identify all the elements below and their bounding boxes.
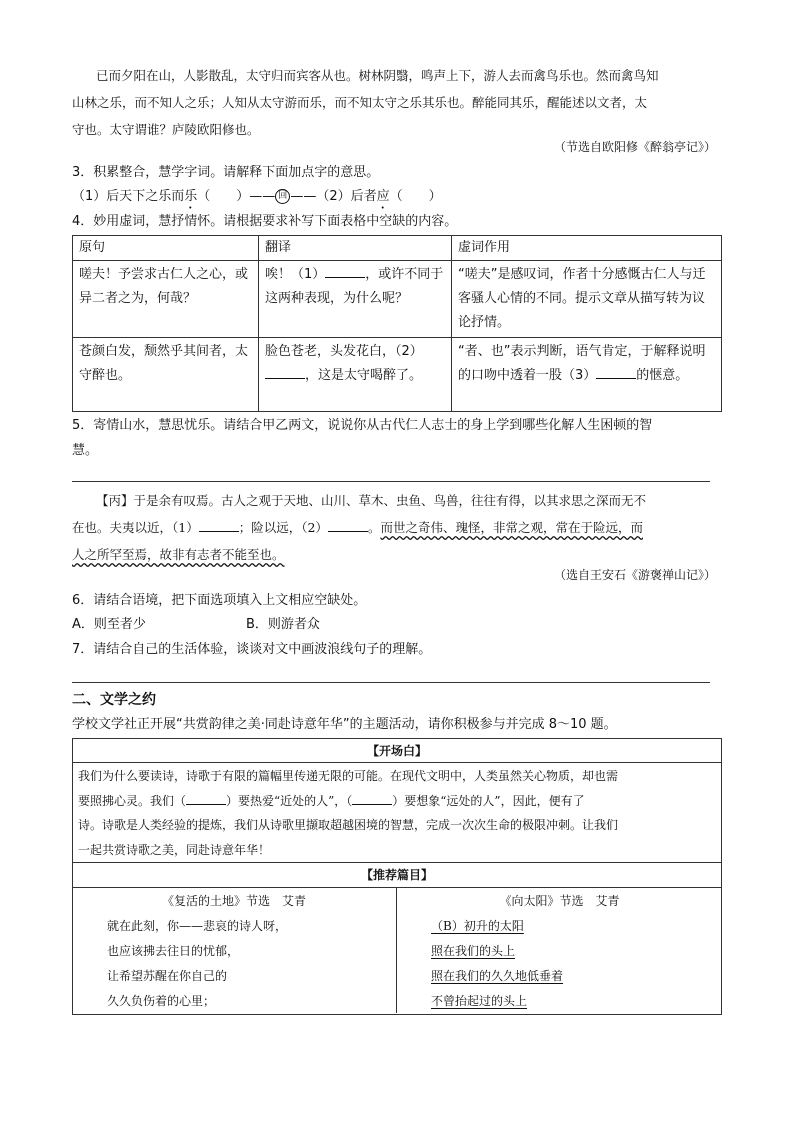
- table-cell-original: 嗟夫！予尝求古仁人之心，或异二者之为，何哉？: [73, 261, 259, 338]
- poem2-title: 《向太阳》节选 艾青: [499, 894, 620, 908]
- divider: [72, 887, 722, 888]
- opening-text: [78, 764, 718, 862]
- opening-text-part: ）要热爱“近处的人”，（: [226, 793, 353, 808]
- translation-text: ，这是太守喝醉了。: [305, 368, 423, 383]
- passage-bing-label: 【丙】: [96, 493, 134, 508]
- q5-line: 慧。: [72, 443, 99, 458]
- recommend-title: 【推荐篇目】: [360, 868, 433, 882]
- passage-jia-line: 已而夕阳在山，人影散乱，太守归而宾客从也。树林阴翳，鸣声上下，游人去而禽鸟乐也。然而禽鸟知: [96, 68, 659, 83]
- q3-items: [72, 185, 442, 212]
- translation-text: ，或许不同于这两种表现，为什么呢？: [265, 267, 444, 306]
- poem2-body: [431, 914, 563, 1014]
- opening-text-part: 要照拂心灵。我们（: [78, 793, 187, 808]
- opening-title: 【开场白】: [366, 744, 427, 758]
- table-cell-effect: “嗟夫”是感叹词，作者十分感慨古仁人与迁客骚人心情的不同。提示文章从描写转为议论抒情。: [452, 261, 722, 338]
- table-cell-translation: [259, 261, 452, 338]
- opening-blank-2[interactable]: [352, 792, 392, 805]
- q3-stem: 3．积累整合，慧学字词。请解释下面加点字的意思。: [72, 165, 380, 180]
- answer-blank[interactable]: [596, 366, 636, 379]
- poem-line: 不曾抬起过的头上: [431, 994, 528, 1008]
- circle-char-icon: 回: [275, 189, 290, 204]
- passage-jia: [96, 62, 726, 89]
- wavy-underlined-text: 人之所罕至焉，故非有志者不能至也。: [72, 547, 285, 562]
- q3-item2-dotted-char: 应: [376, 189, 390, 204]
- opening-text-part: ）要想象“远处的人”，因此，便有了: [392, 793, 585, 808]
- passage-jia-cont: [72, 89, 722, 143]
- answer-line[interactable]: [72, 682, 710, 683]
- answer-blank[interactable]: [265, 366, 305, 379]
- q3-item2-text: ——（2）后者: [290, 189, 377, 204]
- q4-table: [72, 235, 722, 412]
- table-header-cell: 翻译: [259, 236, 452, 261]
- translation-text: 唉！（1）: [265, 267, 326, 282]
- q6-option-a: A．则至者少: [72, 617, 146, 632]
- table-cell-translation: [259, 338, 452, 412]
- q7-stem: 7．请结合自己的生活体验，谈谈对文中画波浪线句子的理解。: [72, 642, 432, 657]
- q3-item1-blank[interactable]: （ ）——: [197, 189, 276, 204]
- passage-bing-cont: [72, 514, 722, 568]
- poem-line: 照在我们的头上: [431, 944, 516, 958]
- poem1-body: [107, 914, 287, 1014]
- answer-blank[interactable]: [325, 265, 365, 278]
- passage-bing-line: [72, 514, 722, 541]
- table-cell-original: 苍颜白发，颓然乎其间者，太守醉也。: [73, 338, 259, 412]
- q3-item2-blank[interactable]: （ ）: [389, 189, 442, 204]
- passage-jia-line: 山林之乐，而不知人之乐；人知从太守游而乐，而不知太守之乐其乐也。醉能同其乐，醒能述以文者，太: [72, 95, 648, 110]
- poem-line: 也应该拂去往日的忧郁，: [107, 944, 240, 958]
- passage-bing-line: [72, 541, 722, 568]
- effect-text: “者、也”表示判断，语气肯定，于解释说明的口吻中透着一股（3）: [458, 344, 706, 383]
- divider: [72, 862, 722, 863]
- poem-line: 让希望苏醒在你自己的: [107, 969, 228, 983]
- q3-item1-text: （1）后天下之乐而: [72, 189, 185, 204]
- passage-bing-citation: （选自王安石《游褒禅山记》）: [553, 568, 716, 582]
- passage-text: 。: [367, 520, 381, 535]
- passage-blank-2[interactable]: [328, 519, 368, 532]
- answer-line[interactable]: [72, 481, 710, 482]
- q6-option-b: B．则游者众: [246, 617, 320, 632]
- table-cell-effect: [452, 338, 722, 412]
- table-header-cell: 虚词作用: [452, 236, 722, 261]
- q4-stem: 4．妙用虚词，慧抒情怀。请根据要求补写下面表格中空缺的内容。: [72, 214, 458, 229]
- divider: [72, 762, 722, 763]
- poem-line: 就在此刻，你——悲哀的诗人呀，: [107, 919, 288, 933]
- q6-stem: 6．请结合语境，把下面选项填入上文相应空缺处。: [72, 593, 367, 608]
- opening-line: 一起共赏诗歌之美，同赴诗意年华！: [78, 842, 271, 857]
- q5-stem: [72, 413, 722, 463]
- passage-text: ；险以远，（2）: [238, 520, 328, 535]
- q3-item1-dotted-char: 乐: [184, 189, 198, 204]
- passage-jia-citation: （节选自欧阳修《醉翁亭记》）: [553, 140, 716, 154]
- table-header-cell: 原句: [73, 236, 259, 261]
- poem1-title: 《复活的土地》节选 艾青: [161, 894, 306, 908]
- passage-jia-line: 守也。太守谓谁？庐陵欧阳修也。: [72, 122, 260, 137]
- passage-blank-1[interactable]: [199, 519, 239, 532]
- table-row: [73, 261, 722, 338]
- effect-text: 的惬意。: [636, 368, 689, 383]
- passage-text: 在也。夫夷以近，（1）: [72, 520, 199, 535]
- passage-bing: [96, 487, 726, 514]
- opening-line: 诗。诗歌是人类经验的提炼，我们从诗歌里撷取超越困境的智慧，完成一次次生命的极限冲刺。让我们: [78, 818, 619, 832]
- table-row: [73, 338, 722, 412]
- opening-line: 我们为什么要读诗，诗歌于有限的篇幅里传递无限的可能。在现代文明中，人类虽然关心物质，却也需: [78, 769, 619, 783]
- section-intro: 学校文学社正开展“共赏韵律之美·同赴诗意年华”的主题活动，请你积极参与并完成 8～10 题。: [72, 717, 617, 732]
- opening-line: [78, 789, 718, 814]
- poem-line: 久久负伤着的心里；: [107, 994, 216, 1008]
- wavy-underlined-text: 而世之奇伟、瑰怪，非常之观，常在于险远，而: [380, 520, 643, 535]
- table-header-row: [73, 236, 722, 261]
- q5-line: 5．寄情山水，慧思忧乐。请结合甲乙两文，说说你从古代仁人志士的身上学到哪些化解人生困顿的智: [72, 418, 653, 433]
- poem-line: （B）初升的太阳: [431, 919, 524, 933]
- passage-bing-line: 于是余有叹焉。古人之观于天地、山川、草木、虫鱼、鸟兽，往往有得，以其求思之深而无不: [133, 493, 647, 508]
- opening-blank-1[interactable]: [186, 792, 226, 805]
- section-title: 二、文学之约: [72, 692, 156, 708]
- poem-line: 照在我们的久久地低垂着: [431, 969, 564, 983]
- translation-text: 脸色苍老，头发花白，（2）: [265, 344, 423, 359]
